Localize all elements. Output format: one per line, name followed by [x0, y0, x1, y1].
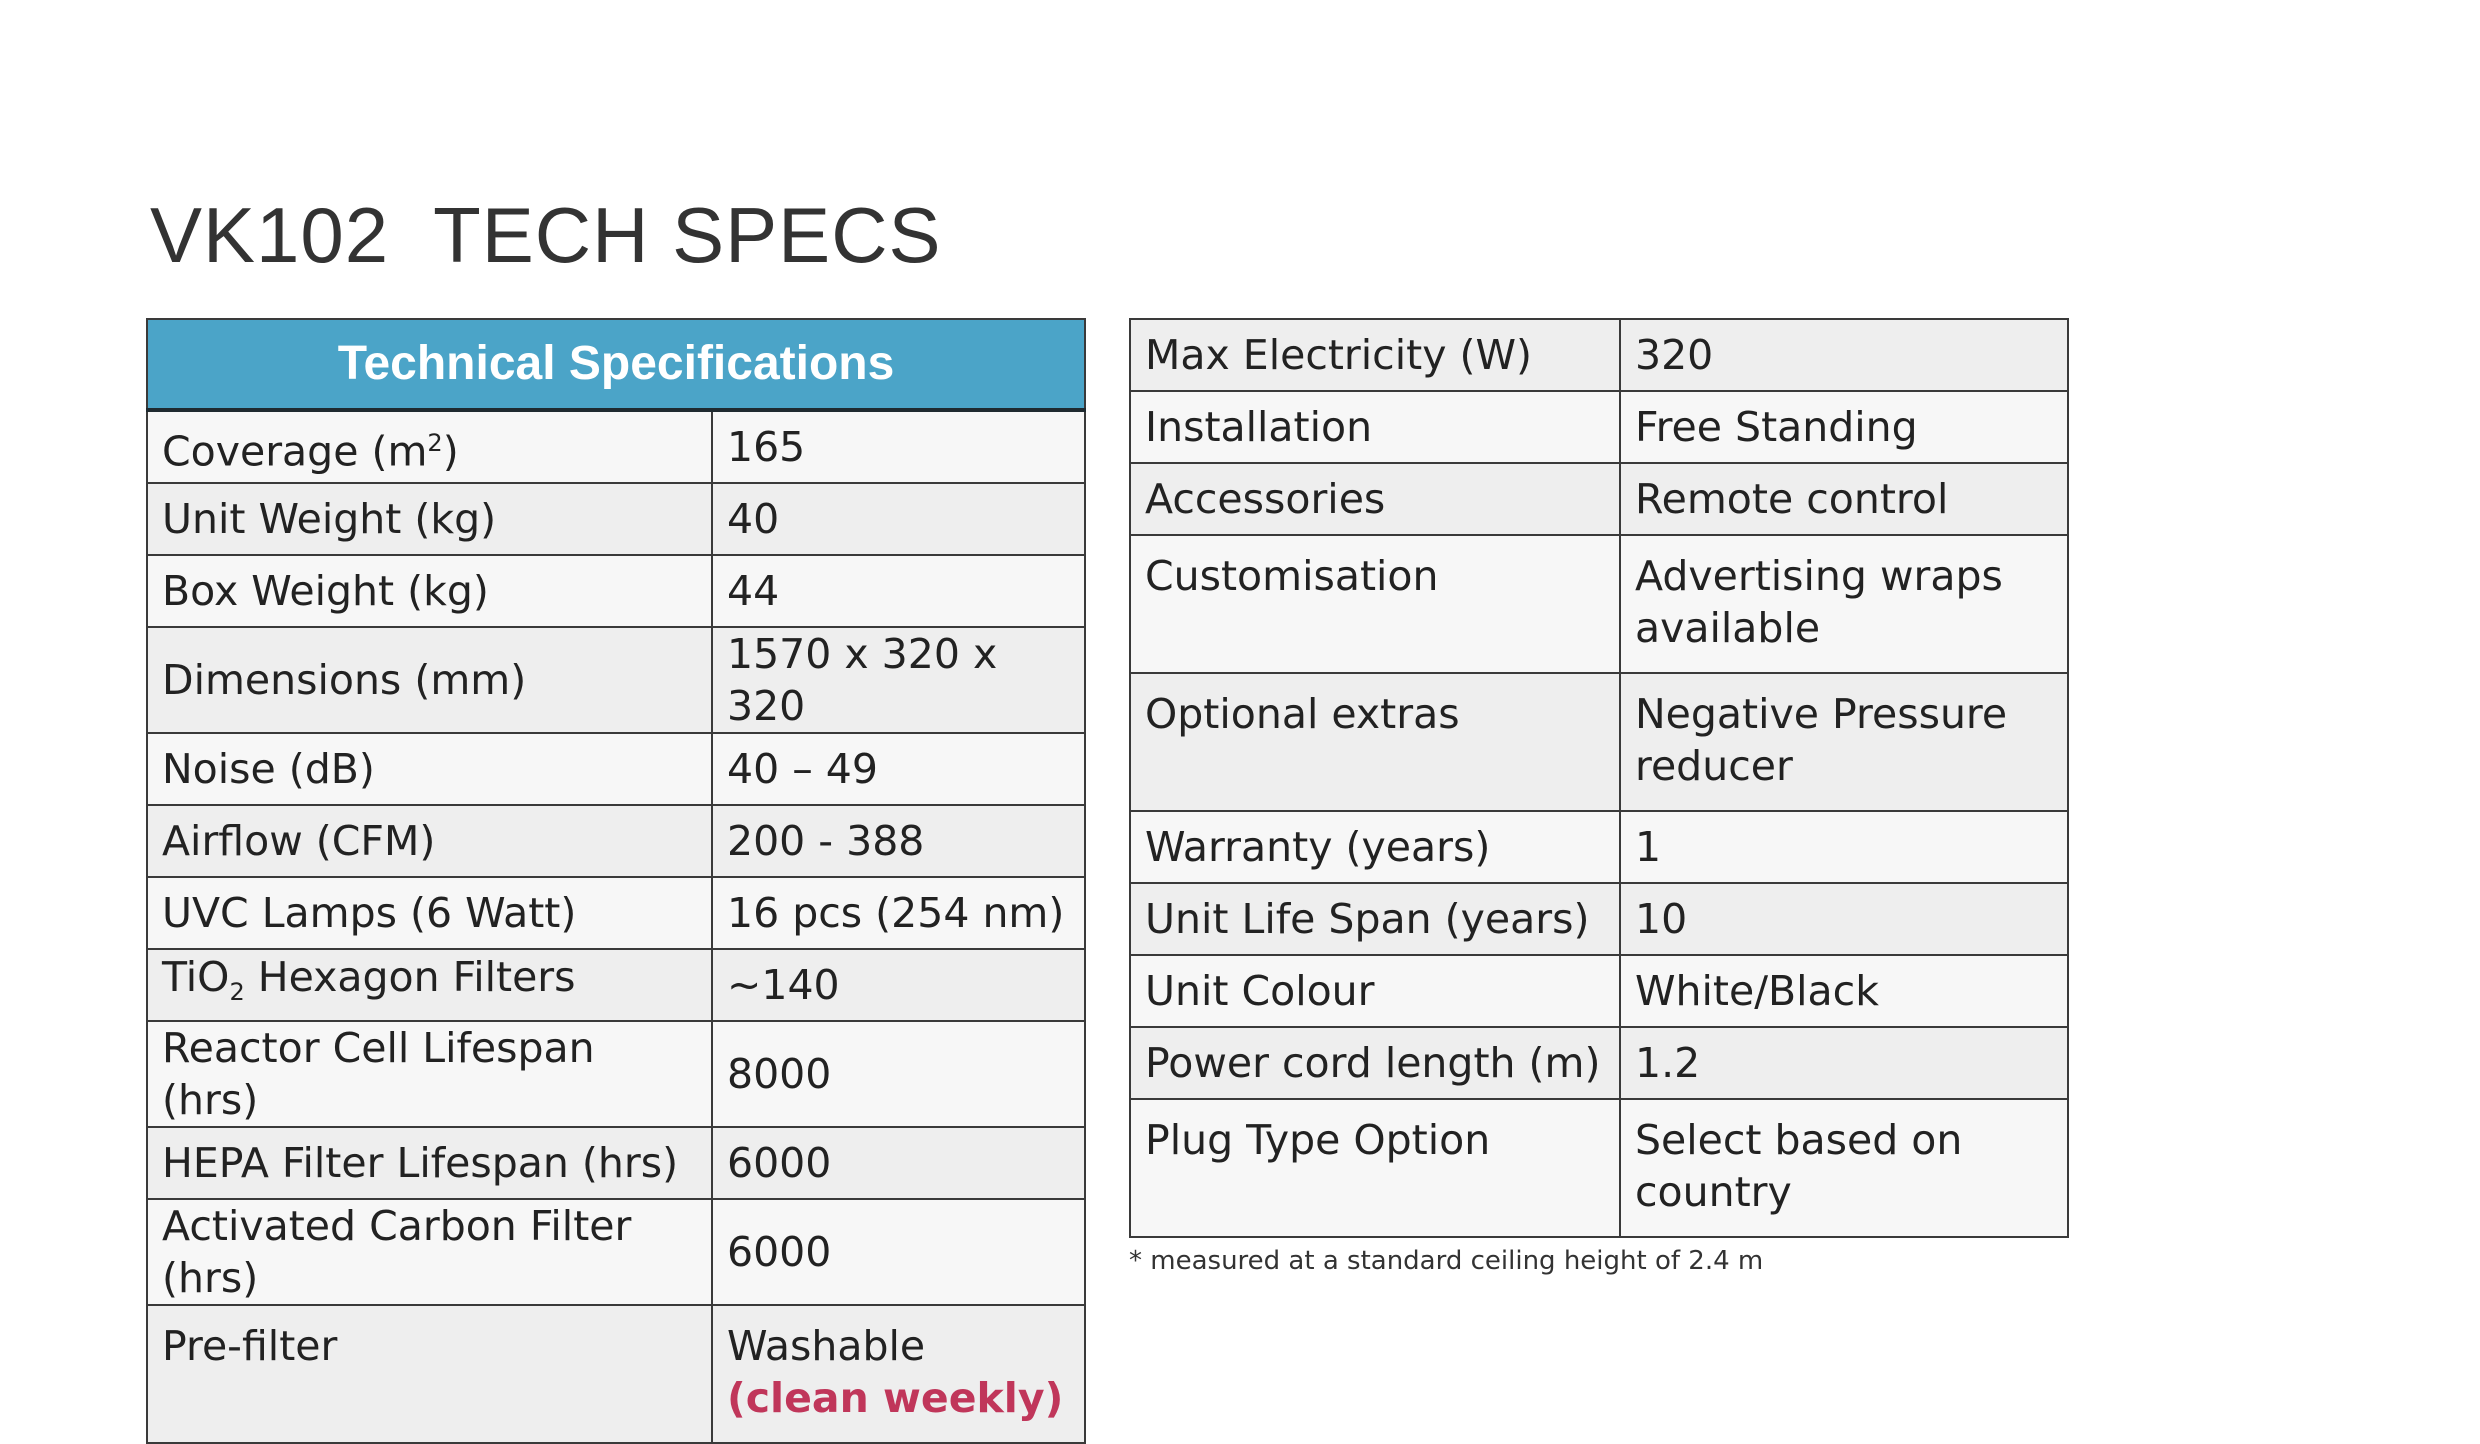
- spec-value: 320: [1620, 319, 2068, 391]
- spec-value: 10: [1620, 883, 2068, 955]
- clean-weekly-note: (clean weekly): [727, 1374, 1064, 1422]
- spec-label: Activated Carbon Filter (hrs): [147, 1199, 712, 1305]
- spec-value: [1620, 1099, 2068, 1237]
- spec-label: Unit Life Span (years): [1130, 883, 1620, 955]
- spec-value: 165: [712, 410, 1085, 483]
- spec-value: 1570 x 320 x 320: [712, 627, 1085, 733]
- spec-value-text: Washable: [727, 1322, 926, 1370]
- spec-value: 40: [712, 483, 1085, 555]
- page-title: VK102 TECH SPECS: [150, 191, 942, 279]
- table-row: [1130, 1099, 2068, 1237]
- spec-value: White/Black: [1620, 955, 2068, 1027]
- table-row: [147, 733, 1085, 805]
- table-row: [147, 483, 1085, 555]
- spec-value: [712, 1305, 1085, 1443]
- table-row: [147, 410, 1085, 483]
- footnote: * measured at a standard ceiling height of 2.4 m: [1129, 1246, 1764, 1276]
- table-row: [1130, 391, 2068, 463]
- additional-specifications-table: [1129, 318, 2069, 1238]
- spec-label: Noise (dB): [147, 733, 712, 805]
- spec-value-line: available: [1635, 604, 1821, 652]
- spec-value: [1620, 535, 2068, 673]
- table-header-row: [147, 319, 1085, 410]
- spec-label: Dimensions (mm): [147, 627, 712, 733]
- spec-value-line: reducer: [1635, 742, 1793, 790]
- table-row: [1130, 673, 2068, 811]
- technical-specifications-table: [146, 318, 1086, 1444]
- spec-value: 1.2: [1620, 1027, 2068, 1099]
- spec-value: 8000: [712, 1021, 1085, 1127]
- spec-label: Max Electricity (W): [1130, 319, 1620, 391]
- spec-value: 44: [712, 555, 1085, 627]
- spec-label: Box Weight (kg): [147, 555, 712, 627]
- spec-label: Unit Colour: [1130, 955, 1620, 1027]
- table-row: [147, 805, 1085, 877]
- table-row: [1130, 319, 2068, 391]
- spec-value: 40 – 49: [712, 733, 1085, 805]
- spec-value-line: Negative Pressure: [1635, 690, 2008, 738]
- table-row: [1130, 535, 2068, 673]
- spec-value: [1620, 673, 2068, 811]
- table-row: [1130, 1027, 2068, 1099]
- spec-label: Warranty (years): [1130, 811, 1620, 883]
- spec-value: Remote control: [1620, 463, 2068, 535]
- table-row: [147, 1305, 1085, 1443]
- spec-label: Customisation: [1130, 535, 1620, 673]
- spec-value-line: Select based on: [1635, 1116, 1963, 1164]
- spec-value: 200 - 388: [712, 805, 1085, 877]
- table-row: [1130, 955, 2068, 1027]
- table-row: [147, 877, 1085, 949]
- spec-value-line: Advertising wraps: [1635, 552, 2003, 600]
- table-row: [147, 949, 1085, 1021]
- table-row: [147, 1021, 1085, 1127]
- spec-label: Airflow (CFM): [147, 805, 712, 877]
- table-row: [147, 1199, 1085, 1305]
- spec-value: ~140: [712, 949, 1085, 1021]
- spec-label: Installation: [1130, 391, 1620, 463]
- spec-label: HEPA Filter Lifespan (hrs): [147, 1127, 712, 1199]
- table-row: [147, 627, 1085, 733]
- spec-label: Accessories: [1130, 463, 1620, 535]
- spec-value: 1: [1620, 811, 2068, 883]
- spec-label: UVC Lamps (6 Watt): [147, 877, 712, 949]
- table-row: [1130, 811, 2068, 883]
- table-row: [147, 555, 1085, 627]
- spec-value: 16 pcs (254 nm): [712, 877, 1085, 949]
- spec-label: Reactor Cell Lifespan (hrs): [147, 1021, 712, 1127]
- spec-label: Coverage $(m^2)$: [147, 410, 712, 483]
- spec-value: 6000: [712, 1127, 1085, 1199]
- spec-value-line: country: [1635, 1168, 1792, 1216]
- spec-value: 6000: [712, 1199, 1085, 1305]
- table-row: [1130, 883, 2068, 955]
- spec-label: Power cord length (m): [1130, 1027, 1620, 1099]
- spec-label: Unit Weight (kg): [147, 483, 712, 555]
- spec-value: Free Standing: [1620, 391, 2068, 463]
- spec-label: Plug Type Option: [1130, 1099, 1620, 1237]
- spec-label: Pre-filter: [147, 1305, 712, 1443]
- spec-label: Optional extras: [1130, 673, 1620, 811]
- spec-label: TiO$_2$ Hexagon Filters: [147, 949, 712, 1021]
- table-row: [147, 1127, 1085, 1199]
- table-row: [1130, 463, 2068, 535]
- table-header: Technical Specifications: [147, 319, 1085, 410]
